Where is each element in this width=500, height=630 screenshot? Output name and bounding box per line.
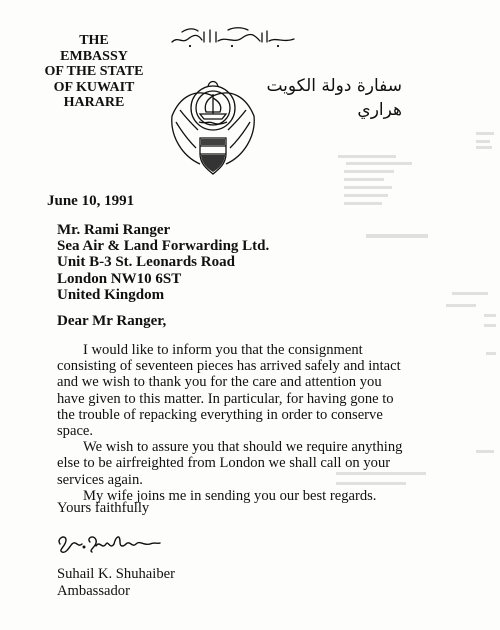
signature-icon: [54, 530, 164, 556]
salutation: Dear Mr Ranger,: [57, 313, 167, 329]
letter-body: [57, 342, 472, 504]
bismillah-calligraphy-icon: [168, 24, 298, 50]
signer-title: Ambassador: [57, 582, 130, 599]
body-line: consisting of seventeen pieces has arrived safely and intact: [57, 358, 401, 375]
embassy-line: OF THE STATE: [44, 64, 144, 79]
address-line: Unit B-3 St. Leonards Road: [57, 254, 235, 271]
arabic-line: هراري: [357, 100, 402, 120]
letter-date: June 10, 1991: [47, 193, 135, 209]
address-line: London NW10 6ST: [57, 270, 182, 287]
embassy-name: [40, 33, 148, 111]
body-line: have given to this matter. In particular, for having gone to: [57, 390, 394, 407]
embassy-line: THE: [79, 33, 109, 48]
kuwait-crest-icon: [166, 66, 260, 178]
address-line: Mr. Rami Ranger: [57, 222, 171, 238]
body-line: the trouble of repacking everything in order to conserve: [57, 406, 383, 423]
signer-name: Suhail K. Shuhaiber: [57, 566, 175, 582]
body-line: else to be airfreighted from London we shall call on your: [57, 455, 391, 472]
body-line: My wife joins me in sending you our best regards.: [83, 487, 377, 504]
body-line: I would like to inform you that the consignment: [83, 342, 363, 358]
address-line: United Kingdom: [57, 286, 165, 303]
signer-block: [57, 566, 175, 599]
recipient-address: [57, 222, 269, 303]
embassy-line: EMBASSY: [60, 48, 128, 64]
body-line: services again.: [57, 471, 143, 488]
embassy-line: HARARE: [63, 95, 125, 110]
closing: Yours faithfully: [57, 500, 150, 516]
arabic-line: سفارة دولة الكويت: [266, 76, 402, 96]
embassy-name-arabic: [266, 74, 402, 122]
body-line: space.: [57, 423, 94, 440]
embassy-line: OF KUWAIT: [53, 79, 135, 95]
address-line: Sea Air & Land Forwarding Ltd.: [57, 238, 270, 255]
body-line: and we wish to thank you for the care and attention you: [57, 374, 382, 391]
body-line: We wish to assure you that should we require anything: [83, 439, 403, 456]
